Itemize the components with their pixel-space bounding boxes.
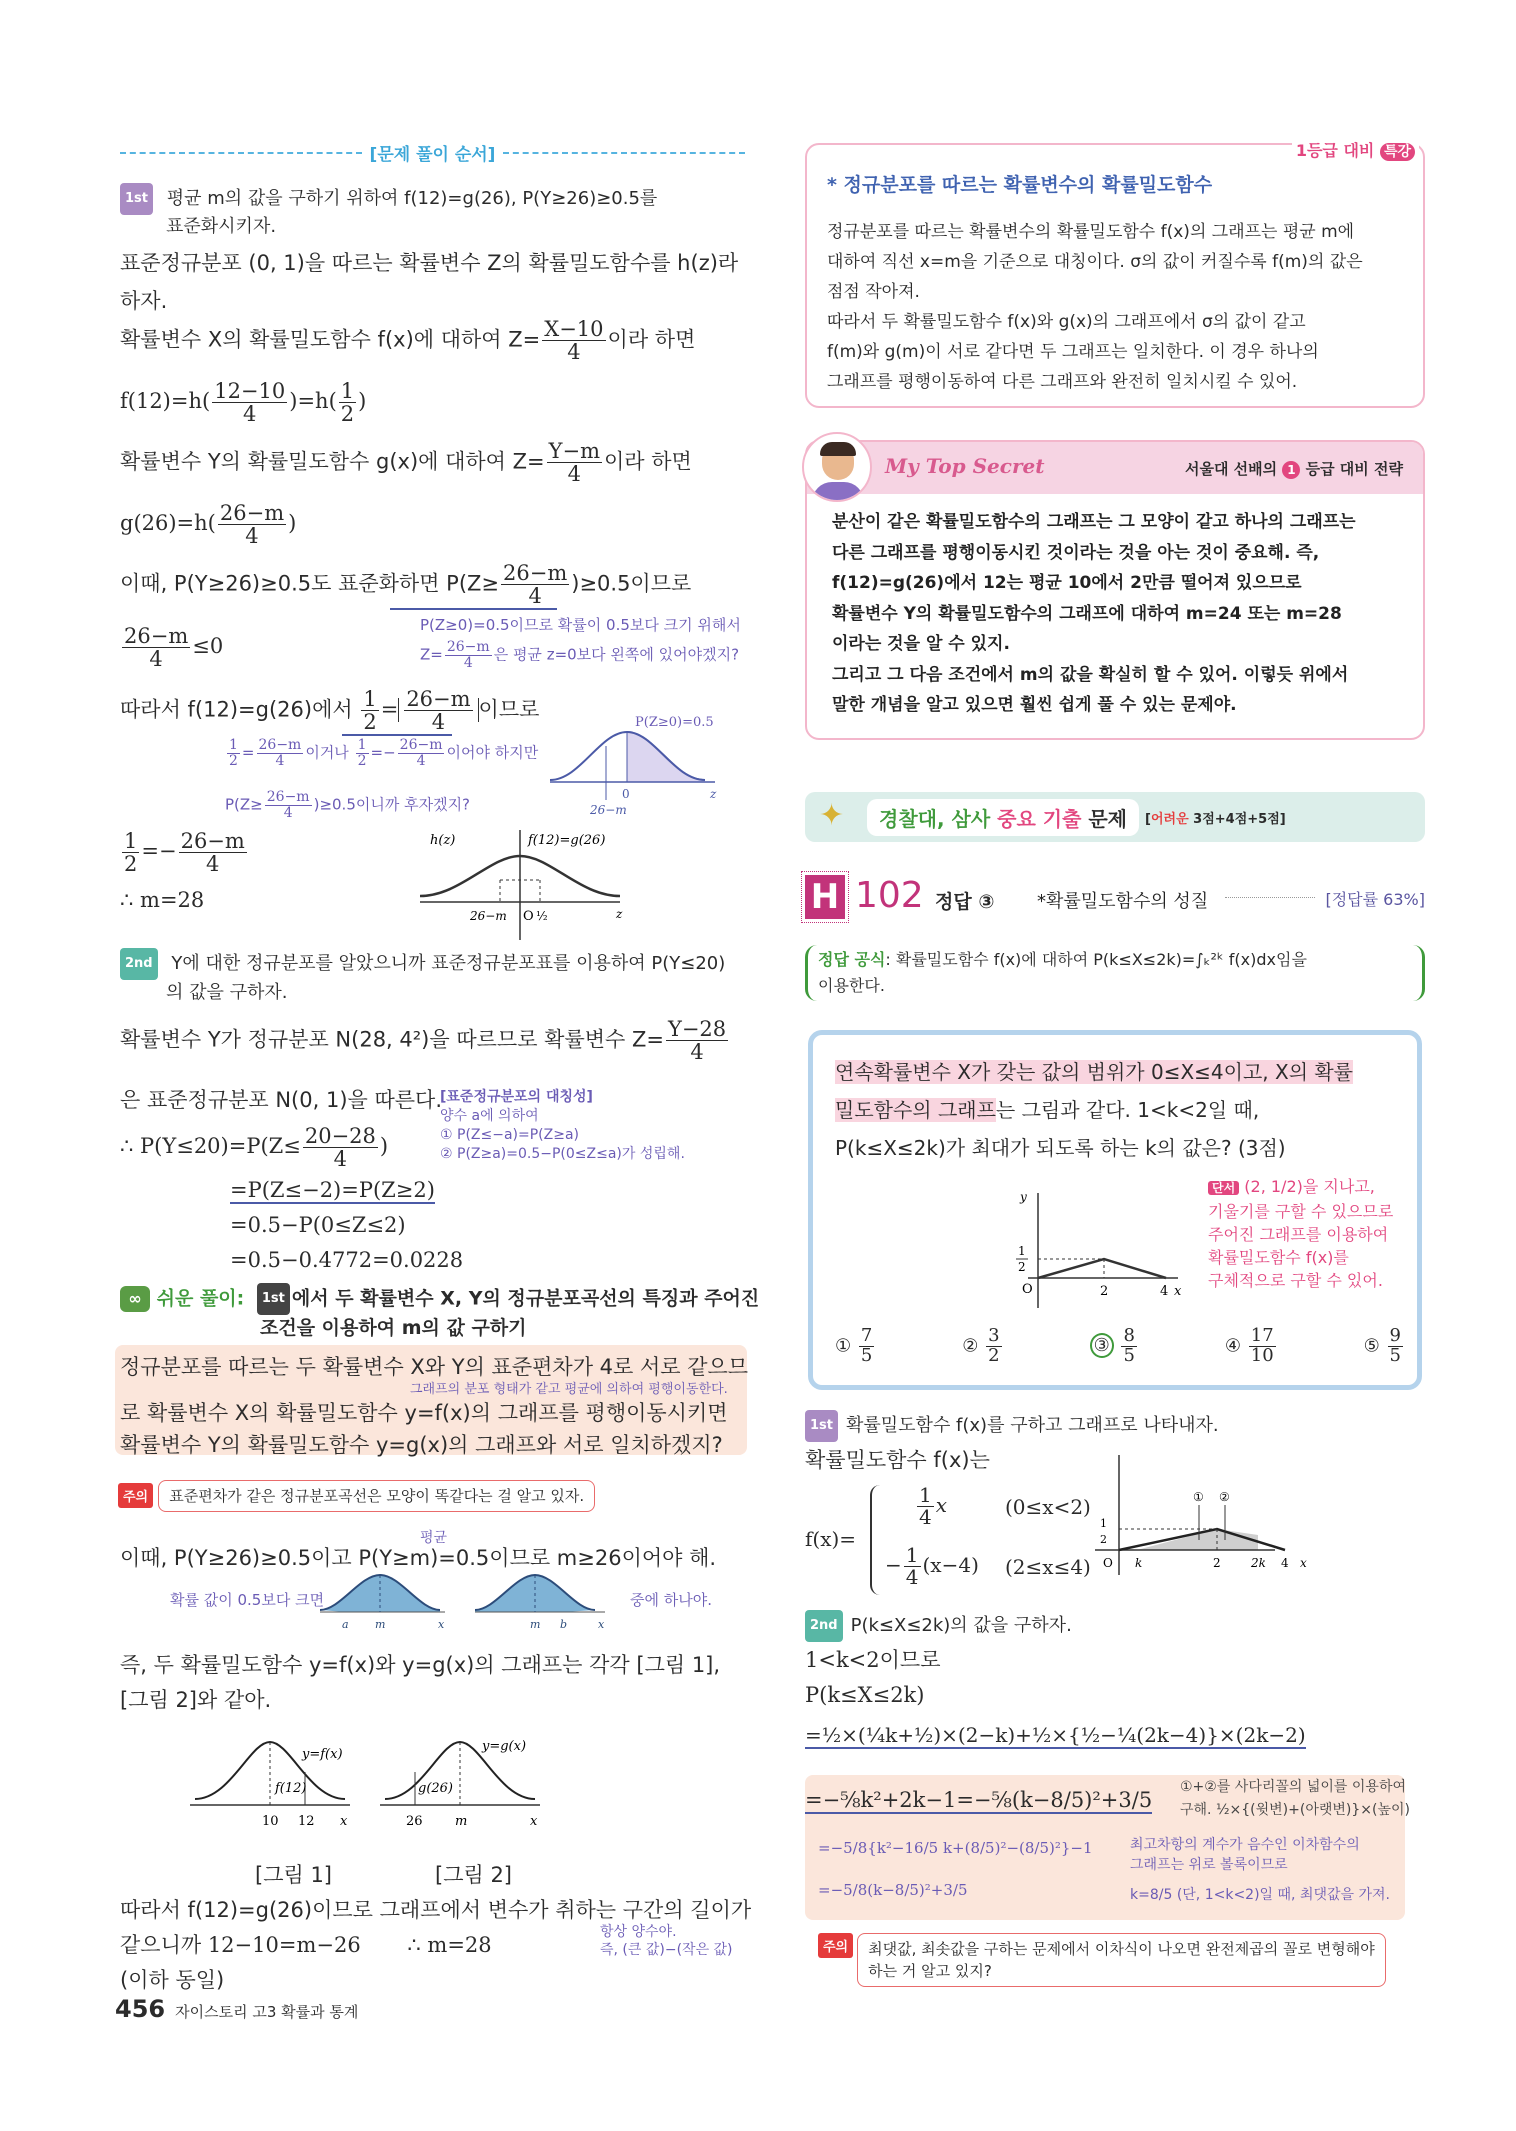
side-note: 그래프의 분포 형태가 같고 평균에 의하여 평행이동한다. — [410, 1382, 728, 1397]
denominator: 4 — [567, 340, 581, 365]
brace — [870, 1485, 882, 1595]
fraction — [361, 688, 378, 733]
result: ∴ m=28 — [407, 1933, 492, 1957]
warning-callout — [818, 1933, 1386, 1987]
choice-3-selected[interactable]: ③ $\frac{8}{5}$ — [1090, 1327, 1139, 1366]
svg-text:b: b — [560, 1618, 568, 1631]
warning-badge: 주의 — [118, 1483, 153, 1508]
equation-line: 따라서 f(12)=g(26)에서 $\frac{1}{2}$ = $\frac{26-m}{4}$ 이므로 — [120, 687, 540, 735]
star-icon: ✦ — [819, 798, 845, 833]
numerator: 26−m — [266, 789, 310, 805]
fraction — [218, 502, 286, 547]
numerator: 26−m — [399, 737, 443, 753]
svg-text:2: 2 — [1213, 1556, 1221, 1570]
symmetry-note — [440, 1088, 685, 1164]
svg-text:m: m — [455, 1814, 468, 1829]
question-line: P(k≤X≤2k)가 최대가 되도록 하는 k의 값은? (3점) — [835, 1136, 1286, 1160]
text: ) — [288, 511, 297, 536]
svg-text:26: 26 — [406, 1814, 423, 1829]
difficulty-label — [1145, 808, 1286, 827]
text: =− — [141, 839, 177, 864]
fraction — [122, 625, 190, 670]
svg-text:12: 12 — [298, 1814, 315, 1829]
sub-equation: =−5/8(k−8/5)²+3/5 — [818, 1881, 968, 1899]
svg-text:f(12)=g(26): f(12)=g(26) — [528, 833, 606, 848]
text: =−⅝k²+2k−1=−⅝(k−8/5)²+3/5 — [805, 1788, 1153, 1812]
text: =½×(¼k+½)×(2−k)+½×{½−¼(2k−4)}×(2k−2) — [805, 1723, 1306, 1747]
text: ∴ P(Y≤20)=P(Z≤ — [120, 1134, 301, 1159]
hint-line: 구체적으로 구할 수 있어. — [1208, 1271, 1383, 1290]
paragraph: 표준정규분포 (0, 1)을 따르는 확률변수 Z의 확률밀도함수를 h(z)라 — [120, 251, 739, 275]
equation-line — [120, 318, 695, 363]
step-badge: 1st — [805, 1410, 838, 1442]
fraction — [339, 380, 356, 425]
svg-text:O: O — [523, 909, 534, 924]
numerator: 1 — [340, 379, 355, 403]
svg-text:0: 0 — [622, 787, 630, 801]
denominator: 4 — [243, 402, 257, 427]
text: 어려운 — [1150, 812, 1189, 827]
top-secret-box — [805, 440, 1425, 740]
body-line: 대하여 직선 x=m을 기준으로 대칭이다. σ의 값이 커질수록 f(m)의 값은 — [827, 252, 1363, 272]
text: 문제 — [1088, 807, 1127, 831]
formula-text: : 확률밀도함수 f(x)에 대하여 P(k≤X≤2k)=∫ₖ²ᵏ f(x)dx임을 — [885, 950, 1307, 969]
denominator: 4 — [463, 654, 473, 671]
side-note: 항상 양수야. — [600, 1924, 677, 1940]
equation-line — [230, 1175, 435, 1205]
text: 이므로 — [478, 697, 540, 722]
step2 — [120, 948, 725, 980]
svg-text:g(26): g(26) — [418, 1781, 454, 1796]
fraction — [212, 380, 287, 425]
banner-title — [867, 799, 1139, 836]
highlight-line: 로 확률변수 X의 확률밀도함수 y=f(x)의 그래프를 평행이동시키면 — [120, 1401, 728, 1425]
text: ) — [379, 1134, 389, 1159]
text: 서울대 선배의 — [1184, 460, 1278, 478]
text: 따라서 f(12)=g(26)에서 — [120, 697, 353, 722]
text: 이라 하면 — [604, 449, 692, 474]
svg-text:y=g(x): y=g(x) — [482, 1739, 527, 1754]
step2-text-2: 의 값을 구하자. — [166, 982, 288, 1003]
step-badge: 1st — [257, 1283, 290, 1315]
top-secret-body — [832, 507, 1356, 721]
equation-line — [120, 1125, 388, 1170]
problem-number: 102 — [855, 875, 924, 916]
step1 — [120, 183, 657, 215]
pdf-triangle-graph — [1008, 1183, 1188, 1313]
svg-text:f(12): f(12) — [275, 1781, 307, 1796]
numerator: Y−28 — [667, 1017, 727, 1041]
text: ≤0 — [192, 634, 224, 659]
piece-1-condition: (0≤x<2) — [1005, 1495, 1091, 1519]
piece-2: − $\frac{1}{4}$ (x−4) — [885, 1543, 979, 1589]
denominator: 4 — [245, 524, 259, 549]
step1-text-2: 표준화시키자. — [166, 216, 277, 237]
numerator: X−10 — [544, 317, 604, 341]
h-z-graph — [420, 830, 630, 940]
body-line: f(m)와 g(m)이 서로 같다면 두 그래프는 일치한다. 이 경우 하나의 — [827, 342, 1319, 362]
hint-badge: 단서 — [1208, 1181, 1239, 1195]
step2-text: Y에 대한 정규분포를 알았으니까 표준정규분포표를 이용하여 P(Y≤20) — [171, 953, 726, 974]
text: 경찰대, 삼사 — [879, 807, 991, 831]
svg-text:y: y — [1020, 1190, 1027, 1204]
body-line: 그리고 그 다음 조건에서 m의 값을 확실히 할 수 있어. 이렇듯 위에서 — [832, 664, 1349, 685]
paragraph: 즉, 두 확률밀도함수 y=f(x)와 y=g(x)의 그래프는 각각 [그림 1], — [120, 1653, 721, 1677]
svg-text:a: a — [342, 1618, 349, 1631]
equation-line — [120, 562, 691, 607]
svg-text:②: ② — [1219, 1490, 1230, 1504]
underline — [342, 734, 452, 736]
body-line: 따라서 두 확률밀도함수 f(x)와 g(x)의 그래프에서 σ의 값이 같고 — [827, 312, 1306, 332]
numerator: 26−m — [180, 829, 245, 853]
question-line — [835, 1057, 1353, 1087]
correct-rate: [정답률 63%] — [1325, 890, 1425, 909]
side-note: P(Z≥0)=0.5이므로 확률이 0.5보다 크기 위해서 — [420, 616, 741, 634]
body-line: 확률변수 Y의 확률밀도함수의 그래프에 대하여 m=24 또는 m=28 — [832, 603, 1342, 624]
svg-text:z: z — [616, 907, 623, 921]
easy-label: 쉬운 풀이: — [156, 1287, 245, 1310]
paragraph: [그림 2]와 같아. — [120, 1688, 272, 1712]
side-note: P(Z≥ $\frac{26-m}{4}$ )≥0.5이니까 후자겠지? — [225, 789, 471, 821]
problem-box — [808, 1030, 1422, 1390]
text: 이때, P(Y≥26)≥0.5도 표준화하면 P(Z≥ — [120, 571, 500, 596]
special-box-body — [827, 217, 1363, 397]
svg-text:y=f(x): y=f(x) — [302, 1747, 343, 1762]
fraction — [404, 688, 472, 733]
equation-line: =0.5−P(0≤Z≤2) — [230, 1213, 406, 1237]
figure-caption: [그림 2] — [435, 1863, 512, 1887]
text: 이거나 — [305, 743, 349, 762]
hint-line: 기울기를 구할 수 있으므로 — [1208, 1202, 1394, 1221]
svg-text:k: k — [1135, 1556, 1143, 1570]
body-line: 말한 개념을 알고 있으면 훨씬 쉽게 풀 수 있는 문제야. — [832, 695, 1237, 715]
paragraph: 은 표준정규분포 N(0, 1)을 따른다. — [120, 1088, 443, 1112]
svg-text:h(z): h(z) — [430, 833, 456, 848]
graph-label: P(Z≥0)=0.5 — [635, 715, 714, 730]
svg-text:m: m — [530, 1618, 541, 1631]
step-badge: 2nd — [805, 1610, 843, 1642]
number-icon: 1 — [1282, 461, 1300, 479]
side-note: 즉, (큰 값)−(작은 값) — [600, 1942, 733, 1958]
easy-solution-line2: 조건을 이용하여 m의 값 구하기 — [260, 1317, 527, 1339]
denominator: 4 — [333, 1147, 348, 1172]
choice-5[interactable]: ⑤ $\frac{9}{5}$ — [1363, 1325, 1401, 1366]
denominator: 4 — [206, 852, 220, 877]
svg-text:26−m: 26−m — [590, 803, 627, 817]
denominator: 4 — [416, 752, 426, 769]
piece-2-condition: (2≤x≤4) — [1005, 1555, 1091, 1579]
selected-circle: ③ — [1090, 1333, 1114, 1358]
svg-text:1: 1 — [1100, 1517, 1107, 1530]
text: 확률변수 X의 확률밀도함수 f(x)에 대하여 Z= — [120, 327, 541, 352]
side-note: ①+②를 사다리꼴의 넓이를 이용하여 — [1180, 1779, 1406, 1795]
paragraph: 1<k<2이므로 — [805, 1648, 941, 1672]
answer-choices — [835, 1327, 1405, 1366]
sol-step1 — [805, 1410, 1219, 1442]
formula-label: 정답 공식 — [818, 950, 886, 969]
problem-header — [805, 875, 1425, 925]
dotted-leader — [1225, 897, 1315, 898]
numerator: 26−m — [124, 624, 189, 648]
avatar — [802, 432, 872, 502]
svg-text:z: z — [710, 787, 717, 801]
body-line: 분산이 같은 확률밀도함수의 그래프는 그 모양이 같고 하나의 그래프는 — [832, 512, 1356, 532]
numerator: Y−m — [548, 439, 600, 463]
svg-text:4: 4 — [1160, 1284, 1169, 1299]
svg-text:x: x — [598, 1618, 605, 1631]
sub-equation: =−5/8{k²−16/5 k+(8/5)²−(8/5)²}−1 — [818, 1839, 1093, 1857]
step-badge: 1st — [120, 183, 153, 215]
top-secret-title: My Top Secret — [885, 454, 1045, 478]
paragraph — [120, 1930, 492, 1960]
text: )=h( — [289, 389, 337, 414]
equation-line — [120, 502, 296, 547]
svg-text:O: O — [1022, 1282, 1033, 1297]
denominator: 4 — [528, 584, 542, 609]
question-line — [835, 1095, 1259, 1125]
paragraph: 따라서 f(12)=g(26)이므로 그래프에서 변수가 취하는 구간의 길이가 — [120, 1898, 752, 1922]
side-note: 중에 하나야. — [630, 1591, 712, 1609]
side-note: 확률 값이 0.5보다 크면 — [170, 1591, 325, 1609]
body-line: f(12)=g(26)에서 12는 평균 10에서 2만큼 떨어져 있으므로 — [832, 573, 1302, 593]
fraction — [501, 562, 569, 607]
warning-line: 하는 거 알고 있지? — [868, 1962, 992, 1980]
fraction — [547, 440, 602, 485]
numerator: 26−m — [258, 737, 302, 753]
exam-banner — [805, 792, 1425, 842]
denominator: 4 — [275, 752, 285, 769]
equation-line — [120, 440, 692, 485]
underline — [390, 608, 557, 610]
shaded-normal-graphs — [320, 1570, 630, 1640]
numerator: 26−m — [446, 639, 490, 655]
svg-text:x: x — [340, 1814, 348, 1829]
denominator: 4 — [149, 647, 163, 672]
hint-line: 주어진 그래프를 이용하여 — [1208, 1225, 1389, 1244]
svg-text:2: 2 — [1018, 1260, 1026, 1274]
problem-letter: H — [805, 875, 845, 919]
denominator: 4 — [431, 710, 446, 735]
equation-line: =0.5−0.4772=0.0228 — [230, 1248, 464, 1272]
page-number: 456 — [115, 1995, 166, 2023]
text: =P(Z≤−2)=P(Z≥2) — [230, 1178, 435, 1202]
hint-line: (2, 1/2)을 지나고, — [1244, 1177, 1375, 1196]
sol-step2 — [805, 1610, 1072, 1642]
fx-label: f(x)= — [805, 1527, 857, 1551]
body-line: 점점 작아져. — [827, 282, 920, 302]
numerator: 26−m — [503, 561, 568, 585]
denominator: 4 — [690, 1040, 704, 1065]
equation-line — [120, 380, 366, 425]
page-footer — [115, 1995, 358, 2023]
book-title: 자이스토리 고3 확률과 통계 — [175, 2003, 359, 2021]
special-box-title: * 정규분포를 따르는 확률변수의 확률밀도함수 — [827, 174, 1213, 196]
step-text: P(k≤X≤2k)의 값을 구하자. — [850, 1615, 1072, 1636]
answer-label: 정답 ③ — [935, 891, 995, 913]
note-line: ② P(Z≥a)=0.5−P(0≤Z≤a)가 성립해. — [440, 1146, 685, 1162]
equation-line — [120, 1018, 730, 1063]
text: 이라 하면 — [607, 327, 696, 352]
pdf-shaded-graph — [1095, 1455, 1415, 1580]
choice-4[interactable]: ④ $\frac{17}{10}$ — [1224, 1325, 1274, 1366]
text: 은 평균 z=0보다 왼쪽에 있어야겠지? — [493, 645, 740, 664]
highlighted-text: 밀도함수의 그래프 — [835, 1098, 996, 1122]
figure-caption: [그림 1] — [255, 1863, 332, 1887]
svg-text:26−m: 26−m — [470, 909, 507, 923]
text: 이어야 하지만 — [446, 743, 539, 762]
numerator: 26−m — [406, 687, 471, 711]
absolute-value — [398, 687, 478, 735]
text: g(26)=h( — [120, 511, 216, 536]
svg-text:x: x — [1174, 1284, 1182, 1299]
formula-text: 이용한다. — [818, 976, 885, 995]
warning-line: 최댓값, 최솟값을 구하는 문제에서 이차식이 나오면 완전제곱의 꼴로 변형해야 — [868, 1940, 1375, 1958]
equation-line: $\frac{1}{2}$ =− $\frac{26-m}{4}$ — [124, 829, 245, 877]
note-title: [표준정규분포의 대칭성] — [440, 1089, 593, 1105]
denominator: 4 — [567, 462, 581, 487]
piece-1: $\frac{1}{4}$ x — [919, 1483, 948, 1529]
text: 3점+4점+5점] — [1193, 812, 1286, 827]
inequality — [120, 625, 223, 670]
svg-text:2: 2 — [1100, 1284, 1109, 1299]
figure-1-2 — [190, 1730, 710, 1850]
note-line: ① P(Z≤−a)=P(Z≥a) — [440, 1127, 579, 1143]
step1-text: 평균 m의 값을 구하기 위하여 f(12)=g(26), P(Y≥26)≥0.5를 — [166, 188, 658, 209]
top-secret-subtitle — [1185, 458, 1403, 479]
svg-text:½: ½ — [536, 909, 548, 923]
numerator: 26−m — [219, 501, 285, 525]
warning-callout — [118, 1480, 595, 1512]
note-line: 양수 a에 의하여 — [440, 1108, 539, 1124]
svg-text:10: 10 — [262, 1814, 279, 1829]
text: 는 그림과 같다. 1<k<2일 때, — [995, 1098, 1260, 1122]
svg-text:2: 2 — [1100, 1533, 1107, 1546]
binoculars-icon: ∞ — [120, 1286, 150, 1312]
text: f(12)=h( — [120, 389, 211, 414]
problem-topic: *확률밀도함수의 성질 — [1037, 891, 1209, 912]
text: Z= — [420, 645, 443, 664]
side-note: 구해. ½×{(윗변)+(아랫변)}×(높이) — [1180, 1802, 1410, 1818]
denominator: 2 — [340, 402, 355, 427]
side-note — [420, 640, 739, 670]
fraction — [542, 318, 605, 363]
text: 같으니까 12−10=m−26 — [120, 1933, 361, 1957]
text: 등급 대비 전략 — [1305, 460, 1403, 478]
result: ∴ m=28 — [120, 888, 205, 912]
side-note: 최고차항의 계수가 음수인 이차함수의 — [1130, 1837, 1360, 1853]
body-line: 그래프를 평행이동하여 다른 그래프와 완전히 일치시킬 수 있어. — [827, 372, 1298, 392]
answer-formula — [805, 945, 1425, 1001]
hint-line: 확률밀도함수 f(x)를 — [1208, 1248, 1349, 1267]
choice-1[interactable]: ① $\frac{7}{5}$ — [835, 1325, 873, 1366]
text: 중요 기출 — [997, 807, 1082, 831]
text: ) — [358, 389, 367, 414]
special-badge — [1292, 138, 1419, 161]
step-text: 확률밀도함수 f(x)를 구하고 그래프로 나타내자. — [846, 1415, 1219, 1436]
svg-text:2k: 2k — [1251, 1556, 1266, 1570]
step-badge: 2nd — [120, 948, 158, 980]
divider — [503, 152, 745, 154]
numerator: 1 — [363, 687, 377, 711]
text: [ — [1145, 812, 1151, 827]
highlighted-text: 연속확률변수 X가 갖는 값의 범위가 0≤X≤4이고, X의 확률 — [835, 1060, 1354, 1084]
warning-text — [857, 1933, 1386, 1987]
svg-text:m: m — [375, 1618, 386, 1631]
easy-solution-header — [120, 1283, 759, 1315]
body-line: 다른 그래프를 평행이동시킨 것이라는 것을 아는 것이 중요해. 즉, — [832, 542, 1320, 563]
section-header-label: [문제 풀이 순서] — [369, 145, 496, 165]
equation-line — [805, 1785, 1152, 1815]
numerator: 20−28 — [304, 1124, 376, 1148]
text: 에서 두 확률변수 X, Y의 정규분포곡선의 특징과 주어진 — [291, 1287, 760, 1310]
paragraph: (이하 동일) — [120, 1968, 225, 1992]
warning-badge: 주의 — [818, 1933, 853, 1958]
numerator: 12−10 — [214, 379, 286, 403]
fraction — [445, 640, 492, 670]
svg-text:x: x — [438, 1618, 445, 1631]
denominator: 4 — [283, 804, 293, 821]
side-note: 그래프는 위로 볼록이므로 — [1130, 1857, 1288, 1873]
paragraph: 이때, P(Y≥26)≥0.5이고 P(Y≥m)=0.5이므로 m≥26이어야 해. — [120, 1546, 717, 1570]
hint-note — [1208, 1175, 1393, 1292]
paragraph: P(k≤X≤2k) — [805, 1683, 925, 1707]
svg-text:1: 1 — [1018, 1244, 1026, 1258]
highlight-line: 확률변수 Y의 확률밀도함수 y=g(x)의 그래프와 서로 일치하겠지? — [120, 1433, 723, 1457]
text: 확률변수 Y의 확률밀도함수 g(x)에 대하여 Z= — [120, 449, 545, 474]
paragraph: 확률밀도함수 f(x)는 — [805, 1448, 990, 1472]
svg-text:x: x — [530, 1814, 538, 1829]
denominator: 2 — [363, 710, 377, 735]
badge-text: 1등급 대비 — [1295, 141, 1375, 160]
text: )≥0.5이므로 — [571, 571, 692, 596]
equation-line — [805, 1720, 1306, 1750]
paragraph: 하자. — [120, 289, 168, 313]
svg-text:①: ① — [1193, 1490, 1204, 1504]
body-line: 정규분포를 따르는 확률변수의 확률밀도함수 f(x)의 그래프는 평균 m에 — [827, 222, 1355, 242]
warning-text: 표준편차가 같은 정규분포곡선은 모양이 똑같다는 걸 알고 있자. — [158, 1480, 595, 1512]
special-lecture-box — [805, 143, 1425, 408]
text: 확률변수 Y가 정규분포 N(28, 4²)을 따르므로 확률변수 Z= — [120, 1027, 664, 1052]
divider — [120, 152, 362, 154]
svg-text:4: 4 — [1281, 1556, 1289, 1570]
side-note: $\frac{1}{2}$ = $\frac{26-m}{4}$ 이거나 $\frac{1}{2}$ =− $\frac{26-m}{4}$ 이어야 하지만 — [229, 737, 539, 769]
body-line: 이라는 것을 알 수 있지. — [832, 634, 1010, 654]
special-icon: 특강 — [1380, 143, 1415, 161]
text: ≥0.5이니까 후자겠지? — [319, 795, 471, 814]
mean-label: 평균 — [420, 1530, 448, 1546]
svg-text:x: x — [1300, 1556, 1307, 1570]
highlight-line: 정규분포를 따르는 두 확률변수 X와 Y의 표준편차가 4로 서로 같으므 — [120, 1355, 749, 1379]
choice-2[interactable]: ② $\frac{3}{2}$ — [962, 1325, 1000, 1366]
svg-text:O: O — [1103, 1556, 1113, 1570]
solution-order-header — [120, 140, 745, 165]
side-note: k=8/5 (단, 1<k<2)일 때, 최댓값을 가져. — [1130, 1887, 1390, 1903]
